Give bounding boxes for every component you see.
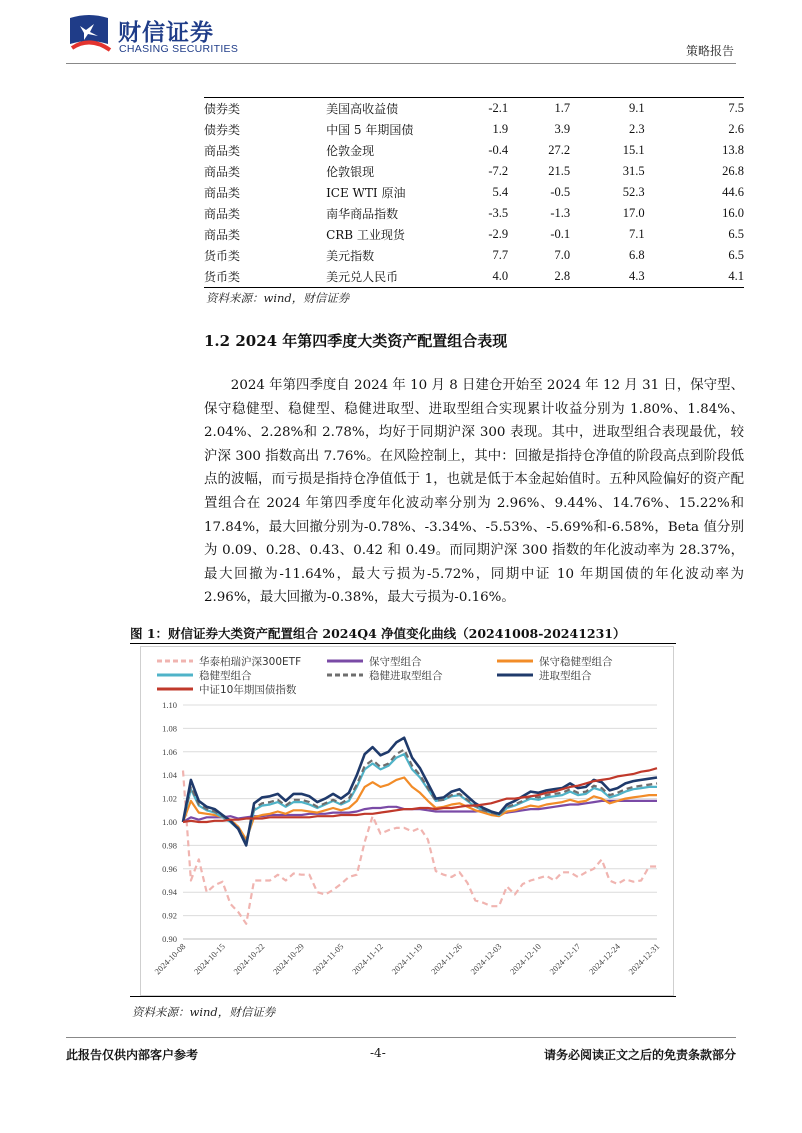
x-tick-label: 2024-11-26 xyxy=(429,941,464,977)
y-tick-label: 1.02 xyxy=(162,793,177,804)
section-heading: 1.2 2024 年第四季度大类资产配置组合表现 xyxy=(204,332,508,350)
table-row xyxy=(204,161,744,182)
table-cell-v1: 7.7 xyxy=(492,248,509,262)
table-cell-v4: 2.6 xyxy=(728,122,744,136)
asset-return-table xyxy=(204,97,744,288)
table-cell-v1: -0.4 xyxy=(488,143,509,157)
table-cell-v2: 7.0 xyxy=(554,248,571,262)
header-divider xyxy=(66,63,736,64)
table-row xyxy=(204,140,744,161)
table-cell-v4: 6.5 xyxy=(728,248,744,262)
section-paragraph: 2024 年第四季度自 2024 年 10 月 8 日建仓开始至 2024 年 12 月 31 日，保守型、保守稳健型、稳健型、稳健进取型、进取型组合实现累计收益分别为 1.80%、1.84%、2.04%、2.28%和 2.78%，均好于同期沪深 300 表现。其中，进取型组合表现最优，较沪深 300 指数高出 7.76%。在风险控制上，其中：回撤是指持仓净值的阶段高点到阶段低点的波幅，而亏损是指持仓净值低于 1，也就是低于本金起始值时。五种风险偏好的资产配置组合在 2024 年第四季度年化波动率分别为 2.96%、9.44%、14.76%、15.22%和 17.84%，最大回撤分别为-0.78%、-3.34%、-5.53%、-5.69%和-6.58%，Beta 值分别为 0.09、0.28、0.43、0.42 和 0.49。而同期沪深 300 指数的年化波动率为 28.37%，最大回撤为-11.64%，最大亏损为-5.72%，同期中证 10 年期国债的年化波动率为 2.96%，最大回撤为-0.38%，最大亏损为-0.16%。 xyxy=(204,378,744,606)
table-cell-v1: -2.1 xyxy=(458,98,508,120)
table-cell-v4: 13.8 xyxy=(722,143,744,157)
legend-label: 中证10年期国债指数 xyxy=(199,684,297,696)
legend-label: 稳健进取型组合 xyxy=(369,670,443,682)
table-cell-category: 货币类 xyxy=(204,249,241,263)
x-tick-label: 2024-12-03 xyxy=(468,941,504,977)
page-header xyxy=(0,0,802,64)
table-row xyxy=(204,266,744,288)
legend-label: 保守型组合 xyxy=(369,656,422,668)
x-tick-label: 2024-12-10 xyxy=(507,941,543,977)
table-cell-v1: 1.9 xyxy=(492,122,509,136)
report-type-label: 策略报告 xyxy=(685,44,734,58)
footer-disclaimer-right: 请务必阅读正文之后的免责条款部分 xyxy=(543,1048,736,1062)
table-cell-v1: -3.5 xyxy=(488,206,509,220)
table-cell-v2: 2.8 xyxy=(508,266,570,288)
table-cell-category: 商品类 xyxy=(204,186,241,200)
table-cell-v2: 27.2 xyxy=(548,143,571,157)
table-cell-asset: 伦敦银现 xyxy=(326,165,375,179)
nav-line-chart xyxy=(141,647,673,995)
table-cell-category: 债券类 xyxy=(204,98,326,120)
page-number: -4- xyxy=(370,1046,386,1060)
table-cell-v2: 3.9 xyxy=(554,122,571,136)
y-tick-label: 0.98 xyxy=(162,840,177,851)
figure-bottom-rule xyxy=(130,996,676,997)
table-cell-v2: -1.3 xyxy=(550,206,571,220)
table-cell-v1: -2.9 xyxy=(488,227,509,241)
table-cell-v2: -0.1 xyxy=(550,227,571,241)
table-cell-asset: ICE WTI 原油 xyxy=(326,186,406,200)
x-tick-label: 2024-10-15 xyxy=(191,941,227,977)
table-cell-asset: CRB 工业现货 xyxy=(326,228,405,242)
footer-divider xyxy=(66,1037,736,1038)
footer-disclaimer-left: 此报告仅供内部客户参考 xyxy=(66,1048,199,1062)
y-tick-label: 1.06 xyxy=(162,746,177,757)
table-cell-v3: 17.0 xyxy=(622,206,645,220)
y-tick-label: 1.10 xyxy=(162,700,177,710)
x-tick-label: 2024-11-12 xyxy=(350,941,385,977)
table-cell-v2: -0.5 xyxy=(550,185,571,199)
table-cell-v1: -7.2 xyxy=(488,164,509,178)
table-row xyxy=(204,98,744,120)
series-line-4 xyxy=(183,750,657,844)
table-row xyxy=(204,203,744,224)
table-source-note: 资料来源：wind，财信证券 xyxy=(206,291,350,305)
figure-top-rule xyxy=(130,643,676,644)
x-tick-label: 2024-12-31 xyxy=(626,941,662,977)
table-cell-category: 债券类 xyxy=(204,123,241,137)
x-tick-label: 2024-10-29 xyxy=(270,941,306,977)
table-row xyxy=(204,245,744,266)
table-cell-asset: 中国 5 年期国债 xyxy=(326,123,414,137)
table-cell-v3: 2.3 xyxy=(629,122,645,136)
table-cell-v3: 31.5 xyxy=(622,164,645,178)
table-row xyxy=(204,119,744,140)
table-row xyxy=(204,224,744,245)
y-tick-label: 0.90 xyxy=(162,934,177,944)
table-cell-v4: 44.6 xyxy=(722,185,744,199)
y-tick-label: 0.92 xyxy=(162,910,177,921)
nav-chart-frame xyxy=(140,646,674,996)
x-tick-label: 2024-10-22 xyxy=(231,941,267,977)
table-cell-asset: 美国高收益债 xyxy=(326,98,458,120)
figure-title: 图 1：财信证券大类资产配置组合 2024Q4 净值变化曲线（20241008-20241231） xyxy=(130,626,626,641)
table-cell-v3: 15.1 xyxy=(622,143,645,157)
table-cell-category: 商品类 xyxy=(204,207,241,221)
company-logo-icon xyxy=(66,14,112,54)
logo-english-name: CHASING SECURITIES xyxy=(119,43,239,55)
table-cell-v2: 1.7 xyxy=(508,98,570,120)
table-cell-asset: 伦敦金现 xyxy=(326,144,375,158)
legend-label: 华泰柏瑞沪深300ETF xyxy=(199,656,302,668)
table-cell-v3: 6.8 xyxy=(629,248,645,262)
table-cell-category: 货币类 xyxy=(204,266,326,288)
table-cell-asset: 美元指数 xyxy=(326,249,375,263)
figure-source-note: 资料来源：wind，财信证券 xyxy=(132,1005,276,1019)
table-cell-v4: 4.1 xyxy=(645,266,744,288)
y-tick-label: 1.08 xyxy=(162,723,177,734)
table-cell-v4: 6.5 xyxy=(728,227,744,241)
table-cell-category: 商品类 xyxy=(204,165,241,179)
table-row xyxy=(204,182,744,203)
legend-label: 保守稳健型组合 xyxy=(539,656,613,668)
legend-label: 稳健型组合 xyxy=(199,670,252,682)
table-cell-v3: 7.1 xyxy=(629,227,645,241)
table-cell-v1: 5.4 xyxy=(492,185,509,199)
x-tick-label: 2024-11-19 xyxy=(389,941,425,977)
legend-label: 进取型组合 xyxy=(539,670,592,682)
table-cell-v1: 4.0 xyxy=(458,266,508,288)
y-tick-label: 1.00 xyxy=(162,817,177,827)
y-tick-label: 0.94 xyxy=(162,887,177,898)
table-cell-asset: 南华商品指数 xyxy=(326,207,399,221)
table-cell-v3: 4.3 xyxy=(570,266,644,288)
table-cell-v2: 21.5 xyxy=(548,164,571,178)
x-tick-label: 2024-12-17 xyxy=(547,941,583,977)
x-tick-label: 2024-10-08 xyxy=(152,941,188,977)
table-cell-category: 商品类 xyxy=(204,144,241,158)
table-cell-v4: 26.8 xyxy=(722,164,744,178)
logo-chinese-name: 财信证券 xyxy=(118,20,214,46)
table-cell-asset: 美元兑人民币 xyxy=(326,266,458,288)
table-cell-v3: 9.1 xyxy=(570,98,644,120)
x-tick-label: 2024-11-05 xyxy=(310,941,346,977)
x-tick-label: 2024-12-24 xyxy=(586,941,622,977)
table-cell-category: 商品类 xyxy=(204,228,241,242)
table-cell-v3: 52.3 xyxy=(622,185,645,199)
table-cell-v4: 7.5 xyxy=(645,98,744,120)
y-tick-label: 0.96 xyxy=(162,863,177,874)
y-tick-label: 1.04 xyxy=(162,770,177,781)
table-cell-v4: 16.0 xyxy=(722,206,744,220)
